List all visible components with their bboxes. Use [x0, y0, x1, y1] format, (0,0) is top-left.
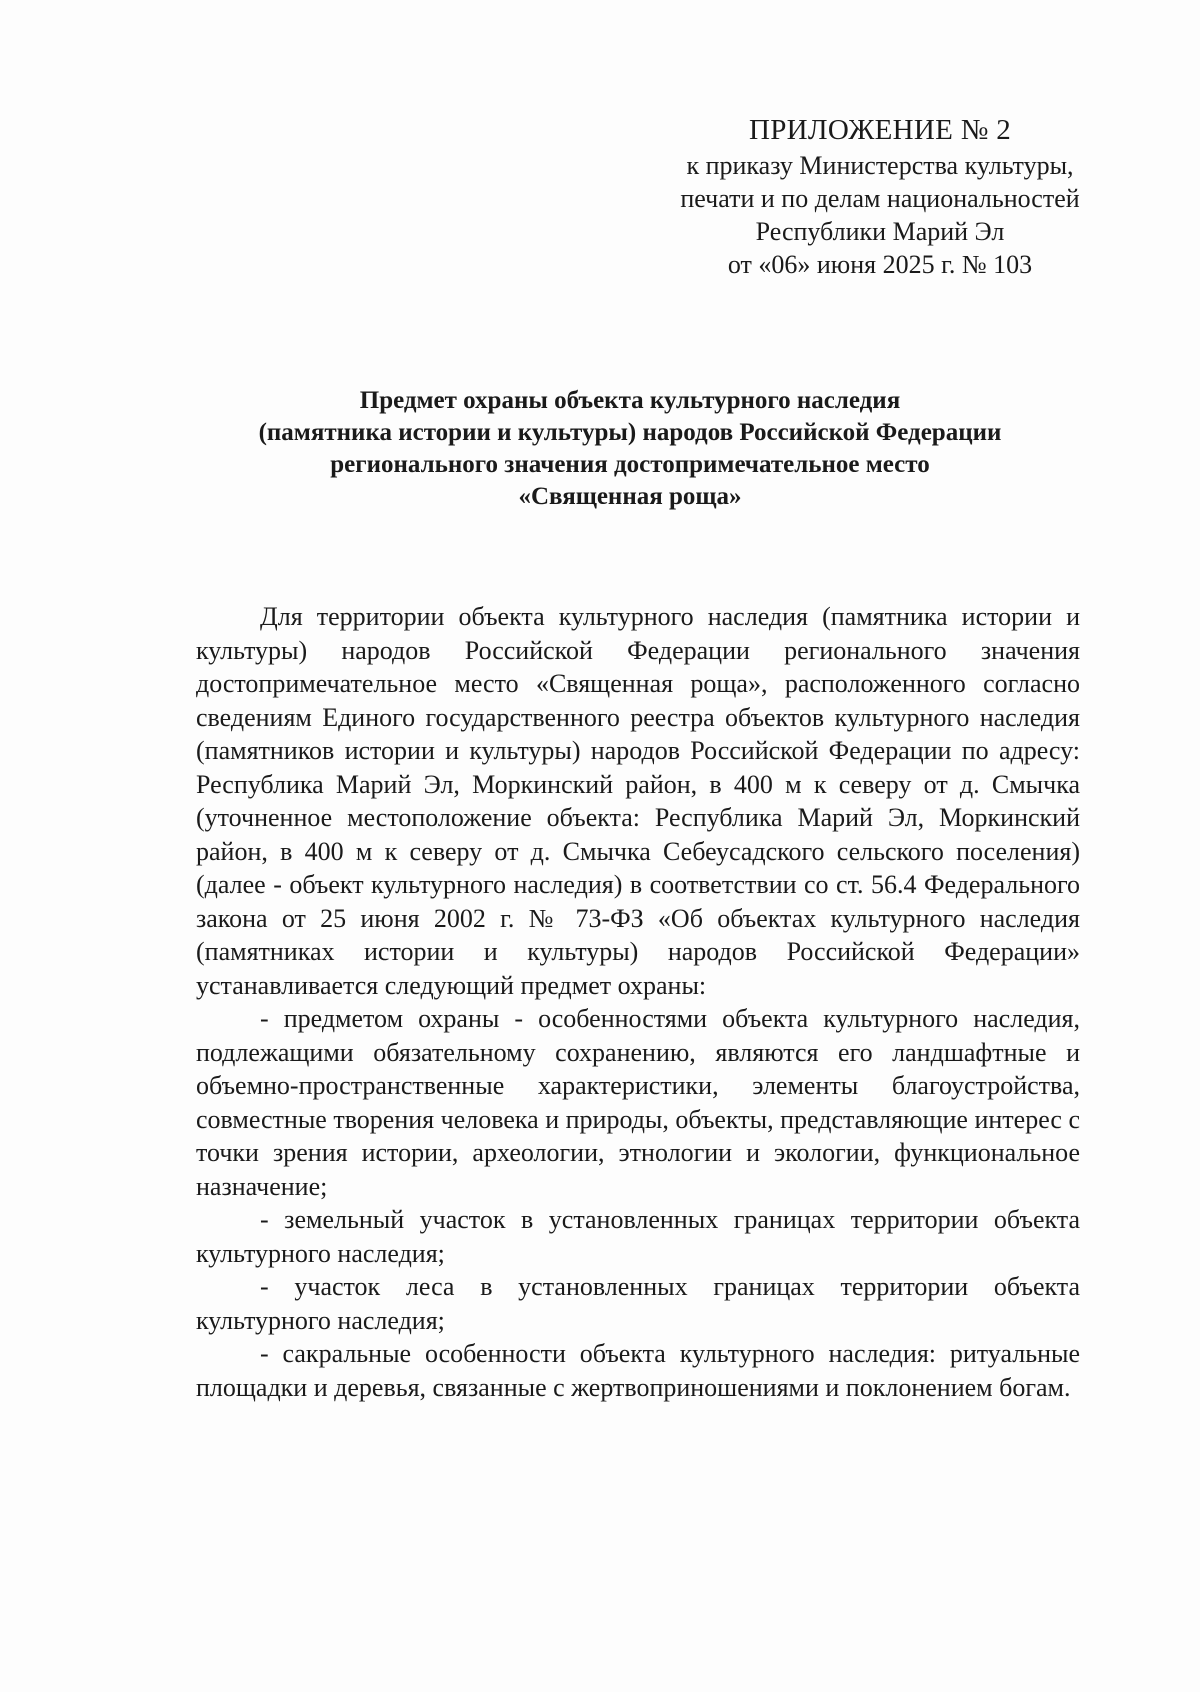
- title-line: регионального значения достопримечательное место: [330, 451, 930, 478]
- appendix-date-line: от «06» июня 2025 г. № 103: [727, 250, 1033, 279]
- list-item: - предметом охраны - особенностями объекта культурного наследия, подлежащими обязательному сохранению, являются его ландшафтные и объемно-пространственные характеристики, элементы благоустройства, совместные творения человека и природы, объекты, представляющие интерес с точки зрения истории, археологии, этнологии и экологии, функциональное назначение;: [196, 1004, 1080, 1201]
- title-line: «Священная роща»: [518, 483, 742, 510]
- appendix-line: печати и по делам национальностей: [680, 184, 1080, 213]
- appendix-line: к приказу Министерства культуры,: [686, 151, 1074, 180]
- document-title: [190, 385, 1070, 513]
- title-line: (памятника истории и культуры) народов Российской Федерации: [258, 419, 1002, 446]
- intro-paragraph: Для территории объекта культурного наследия (памятника истории и культуры) народов Российской Федерации регионального значения достопримечательное место «Священная роща», расположенного согласно сведениям Единого государственного реестра объектов культурного наследия (памятников истории и культуры) народов Российской Федерации по адресу: Республика Марий Эл, Моркинский район, в 400 м к северу от д. Смычка (уточненное местоположение объекта: Республика Марий Эл, Моркинский район, в 400 м к северу от д. Смычка Себеусадского сельского поселения) (далее - объект культурного наследия) в соответствии со ст. 56.4 Федерального закона от 25 июня 2002 г. № 73-ФЗ «Об объектах культурного наследия (памятниках истории и культуры) народов Российской Федерации» устанавливается следующий предмет охраны:: [196, 602, 1080, 1000]
- document-body: [196, 600, 1080, 1404]
- list-item: - земельный участок в установленных границах территории объекта культурного наследия;: [196, 1205, 1080, 1268]
- list-item: - сакральные особенности объекта культурного наследия: ритуальные площадки и деревья, связанные с жертвоприношениями и поклонением богам.: [196, 1339, 1080, 1402]
- title-line: Предмет охраны объекта культурного наследия: [359, 387, 901, 414]
- list-item: - участок леса в установленных границах территории объекта культурного наследия;: [196, 1272, 1080, 1335]
- appendix-header: [640, 114, 1120, 281]
- appendix-line: Республики Марий Эл: [755, 217, 1005, 246]
- appendix-title: ПРИЛОЖЕНИЕ № 2: [748, 114, 1012, 146]
